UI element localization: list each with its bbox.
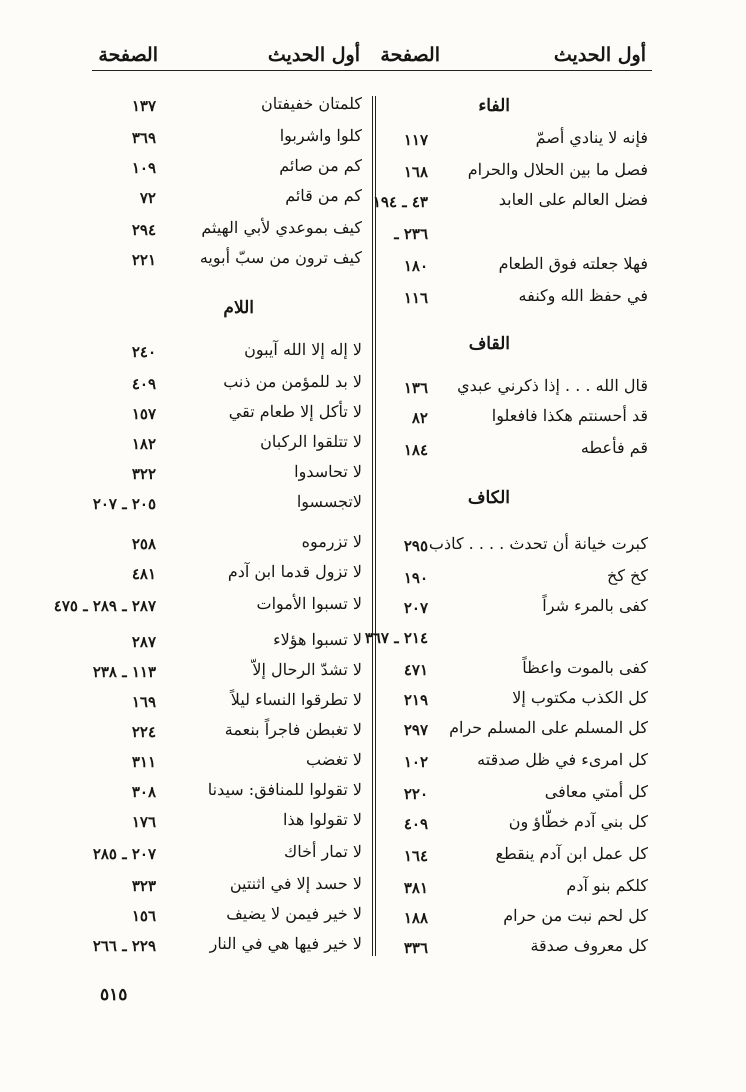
left-entry-page: ٣١١ [131, 753, 156, 771]
left-entry-text: لا تسبوا هؤلاء [273, 630, 362, 649]
left-entry-page: ٢٢٩ ـ ٢٦٦ [92, 937, 156, 955]
header-right-first: أول الحديث [553, 44, 646, 66]
right-entry-text: كخ كخ [607, 566, 648, 585]
left-entry-text: لا تحاسدوا [294, 462, 362, 481]
left-entry-text: كلمتان خفيفتان [260, 94, 362, 113]
right-entry-text: كفى بالمرء شراً [542, 596, 648, 615]
left-entry-page: ٤٨١ [131, 565, 156, 583]
right-entry-text: كل الكذب مكتوب إلا [512, 688, 648, 707]
left-entry-text: كم من قائم [285, 186, 362, 205]
left-entry-text: لا تقولوا هذا [283, 810, 362, 829]
left-entry-text: لا تشدّ الرحال إلاّ [252, 660, 362, 679]
left-entry-text: لا تسبوا الأموات [256, 594, 362, 613]
right-entry-text: كلكم بنو آدم [566, 876, 648, 895]
left-entry-text: لا تزرموه [301, 532, 362, 551]
left-entry-page: ٢٠٧ ـ ٢٨٥ [92, 845, 156, 863]
left-entry-page: ٢٤٠ [131, 343, 156, 361]
right-entry-page: ١١٧ [403, 131, 428, 149]
left-entry-text: لا تغبطن فاجراً بنعمة [224, 720, 362, 739]
right-section-heading: الفاء [478, 96, 510, 116]
right-entry-page: ٣٣٦ [403, 939, 428, 957]
left-entry-page: ٢٩٤ [131, 221, 156, 239]
header-left-page: الصفحة [98, 44, 158, 66]
header-rule [92, 70, 652, 71]
right-entry-text: قال الله . . . إذا ذكرني عبدي [457, 376, 648, 395]
left-entry-text: لاتجسسوا [296, 492, 362, 511]
left-entry-text: لا تأكل إلا طعام تقي [228, 402, 362, 421]
header-right-page: الصفحة [380, 44, 440, 66]
left-entry-text: لا تقولوا للمنافق: سيدنا [207, 780, 362, 799]
right-entry-text: كل لحم نبت من حرام [503, 906, 648, 925]
right-entry-text: قم فأعطه [580, 438, 648, 457]
left-entry-page: ١٨٢ [131, 435, 156, 453]
right-entry-page: ٤٠٩ [403, 815, 428, 833]
right-entry-page: ١٦٨ [403, 163, 428, 181]
left-entry-text: كلوا واشربوا [279, 126, 362, 145]
right-entry-text: فإنه لا ينادي أصمّ [535, 128, 648, 147]
right-entry-page: ١٨٠ [403, 257, 428, 275]
left-section-heading: اللام [223, 298, 254, 318]
left-entry-text: لا تطرقوا النساء ليلاً [230, 690, 362, 709]
right-entry-text: فضل العالم على العابد [498, 190, 648, 209]
left-entry-page: ٢٨٧ [131, 633, 156, 651]
left-entry-page: ١٣٧ [131, 97, 156, 115]
column-separator-right [375, 96, 376, 956]
left-entry-text: لا خير فيمن لا يضيف [226, 904, 362, 923]
right-entry-page: ٢٢٠ [403, 785, 428, 803]
right-section-heading: القاف [468, 334, 510, 354]
right-entry-text: في حفظ الله وكنفه [518, 286, 648, 305]
right-entry-text: كل بني آدم خطّاؤ ون [508, 812, 648, 831]
right-entry-page: ١٩٠ [403, 569, 428, 587]
left-entry-page: ١٧٦ [131, 813, 156, 831]
left-entry-page: ١٥٧ [131, 405, 156, 423]
right-entry-text: كل امرىء في ظل صدقته [477, 750, 648, 769]
left-entry-page: ٢٥٨ [131, 535, 156, 553]
left-entry-text: لا حسد إلا في اثنتين [229, 874, 362, 893]
left-entry-text: لا إله إلا الله آيبون [244, 340, 362, 359]
right-entry-page: ٢٣٦ ـ [394, 225, 428, 243]
left-entry-text: لا خير فيها هي في النار [209, 934, 362, 953]
left-entry-page: ٢٠٥ ـ ٢٠٧ [92, 495, 156, 513]
right-entry-page: ١٨٤ [403, 441, 428, 459]
right-entry-text: كل عمل ابن آدم ينقطع [495, 844, 648, 863]
left-entry-page: ٣٠٨ [131, 783, 156, 801]
right-section-heading: الكاف [467, 488, 510, 508]
right-entry-page: ٢١٤ ـ ٣٦٧ [364, 629, 428, 647]
right-entry-text: قد أحسنتم هكذا فافعلوا [491, 406, 648, 425]
right-entry-page: ٤٧١ [403, 661, 428, 679]
left-entry-text: لا تتلقوا الركبان [260, 432, 362, 451]
left-entry-page: ٢٨٧ ـ ٢٨٩ ـ ٤٧٥ [53, 597, 156, 615]
right-entry-page: ١٨٨ [403, 909, 428, 927]
right-entry-text: كبرت خيانة أن تحدث . . . . كاذب [428, 534, 648, 553]
page-number: ٥١٥ [100, 985, 128, 1005]
left-entry-page: ١٥٦ [131, 907, 156, 925]
right-entry-text: كل معروف صدقة [530, 936, 648, 955]
left-entry-page: ٣٢٢ [131, 465, 156, 483]
column-separator-left [372, 96, 373, 956]
right-entry-page: ٣٨١ [403, 879, 428, 897]
left-entry-page: ٣٢٣ [131, 877, 156, 895]
left-entry-text: لا تمار أخاك [284, 842, 362, 861]
left-entry-page: ٣٦٩ [131, 129, 156, 147]
right-entry-text: كل المسلم على المسلم حرام [449, 718, 648, 737]
right-entry-page: ٢٩٧ [403, 721, 428, 739]
right-entry-text: فصل ما بين الحلال والحرام [467, 160, 648, 179]
right-entry-page: ٢٩٥ [403, 537, 428, 555]
header-left-first: أول الحديث [267, 44, 360, 66]
right-entry-page: ١٣٦ [403, 379, 428, 397]
left-entry-page: ٢٢١ [131, 251, 156, 269]
right-entry-page: ١١٦ [403, 289, 428, 307]
left-entry-page: ١٦٩ [131, 693, 156, 711]
left-entry-text: كيف بموعدي لأبي الهيثم [201, 218, 362, 237]
right-entry-text: كل أمتي معافى [544, 782, 648, 801]
left-entry-page: ١٠٩ [131, 159, 156, 177]
right-entry-text: كفى بالموت واعظاً [522, 658, 648, 677]
left-entry-page: ٤٠٩ [131, 375, 156, 393]
right-entry-page: ٤٣ ـ ١٩٤ [372, 193, 428, 211]
left-entry-page: ٧٢ [139, 189, 156, 207]
right-entry-page: ٢٠٧ [403, 599, 428, 617]
left-entry-page: ٢٢٤ [131, 723, 156, 741]
right-entry-page: ١٦٤ [403, 847, 428, 865]
left-entry-text: لا تغضب [306, 750, 362, 769]
right-entry-page: ١٠٢ [403, 753, 428, 771]
left-entry-text: كم من صائم [279, 156, 362, 175]
right-entry-text: فهلا جعلته فوق الطعام [498, 254, 648, 273]
left-entry-text: لا بد للمؤمن من ذنب [223, 372, 362, 391]
left-entry-text: لا تزول قدما ابن آدم [227, 562, 362, 581]
right-entry-page: ٢١٩ [403, 691, 428, 709]
left-entry-page: ١١٣ ـ ٢٣٨ [92, 663, 156, 681]
right-entry-page: ٨٢ [411, 409, 428, 427]
left-entry-text: كيف ترون من سبّ أبويه [199, 248, 362, 267]
